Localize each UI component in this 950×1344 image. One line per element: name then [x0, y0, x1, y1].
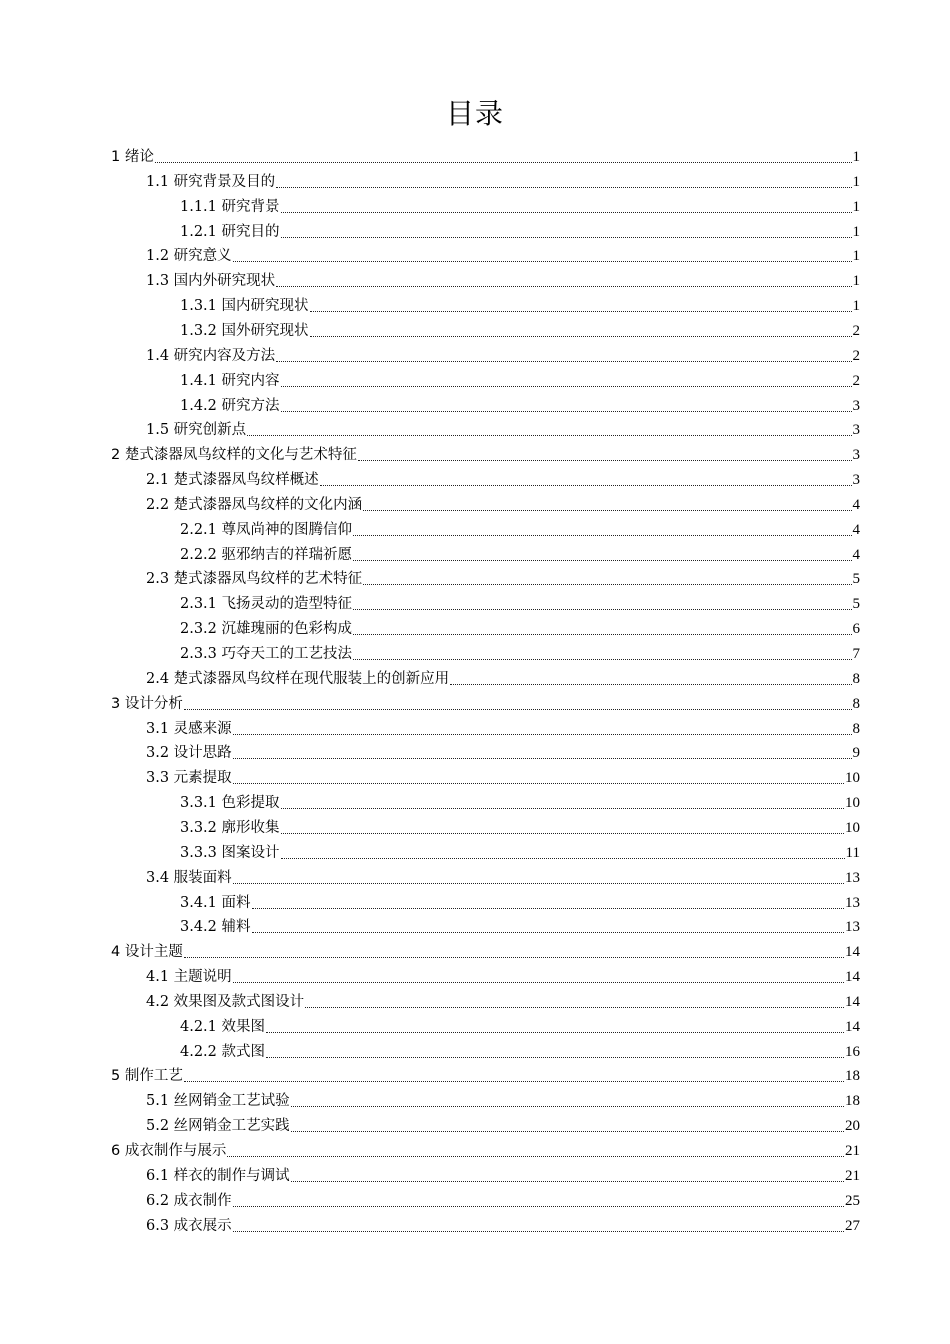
toc-entry-label: 2.3.3 巧夺天工的工艺技法	[180, 646, 353, 662]
toc-entry-page-number: 25	[845, 1192, 860, 1209]
dot-leader	[310, 336, 852, 337]
toc-entry-page-number: 10	[845, 770, 860, 787]
toc-entry-label: 3.3.1 色彩提取	[180, 795, 280, 812]
dot-leader	[358, 460, 852, 461]
toc-entry-page-number: 14	[845, 993, 860, 1010]
toc-entry-label: 3.3.2 廓形收集	[180, 819, 280, 836]
toc-entry-label: 1.3.2 国外研究现状	[180, 322, 309, 339]
page-title: 目录	[445, 97, 504, 130]
toc-entry[interactable]	[146, 490, 860, 515]
dot-leader	[233, 261, 852, 262]
toc-entry[interactable]	[146, 714, 860, 739]
dot-leader	[310, 311, 852, 312]
dot-leader	[233, 783, 844, 784]
toc-entry[interactable]	[180, 217, 860, 242]
toc-entry-label: 6.1 样衣的制作与调试	[146, 1167, 290, 1184]
toc-entry-page-number: 21	[845, 1143, 860, 1159]
dot-leader	[353, 634, 851, 635]
toc-entry-label: 3.2 设计思路	[146, 745, 232, 762]
toc-entry-label: 5.1 丝网销金工艺试验	[146, 1093, 290, 1110]
toc-entry-label: 3.3.3 图案设计	[180, 844, 280, 861]
toc-entry[interactable]	[146, 266, 860, 291]
toc-entry-label: 1.4.2 研究方法	[180, 397, 280, 414]
toc-entry-label: 5 制作工艺	[111, 1068, 183, 1085]
toc-entry-label: 2.3.2 沉雄瑰丽的色彩构成	[180, 621, 353, 638]
dot-leader	[281, 833, 844, 834]
toc-entry-page-number: 3	[852, 422, 860, 439]
dot-leader	[281, 858, 845, 859]
toc-entry[interactable]	[146, 1161, 860, 1186]
toc-entry[interactable]	[146, 1086, 860, 1111]
toc-entry-page-number: 18	[845, 1068, 860, 1085]
toc-entry-page-number: 4	[852, 546, 860, 563]
toc-entry-label: 1.1.1 研究背景	[180, 198, 280, 215]
toc-entry-page-number: 4	[852, 521, 860, 538]
toc-entry[interactable]	[111, 937, 860, 962]
dot-leader	[184, 957, 844, 958]
toc-entry[interactable]	[111, 689, 860, 714]
dot-leader	[227, 1156, 844, 1157]
toc-entry[interactable]	[111, 1061, 860, 1086]
toc-entry[interactable]	[180, 1012, 860, 1037]
toc-entry-page-number: 5	[852, 571, 860, 588]
toc-entry-page-number: 1	[852, 298, 860, 315]
dot-leader	[281, 212, 852, 213]
dot-leader	[353, 659, 851, 660]
toc-entry[interactable]	[146, 465, 860, 490]
toc-entry[interactable]	[180, 639, 860, 664]
dot-leader	[353, 560, 851, 561]
toc-entry-label: 6.2 成衣制作	[146, 1192, 232, 1209]
dot-leader	[155, 162, 852, 163]
toc-entry-page-number: 2	[852, 372, 860, 389]
dot-leader	[252, 932, 844, 933]
toc-entry-page-number: 3	[852, 397, 860, 414]
toc-entry-label: 4.2 效果图及款式图设计	[146, 993, 305, 1010]
toc-entry-label: 6 成衣制作与展示	[111, 1143, 227, 1159]
toc-entry-page-number: 11	[845, 844, 860, 861]
toc-entry[interactable]	[146, 564, 860, 589]
toc-entry-page-number: 2	[852, 322, 860, 339]
dot-leader	[363, 584, 851, 585]
toc-entry-label: 1.4.1 研究内容	[180, 372, 280, 389]
dot-leader	[276, 286, 851, 287]
dot-leader	[233, 734, 852, 735]
toc-entry[interactable]	[180, 838, 860, 863]
dot-leader	[266, 1057, 844, 1058]
toc-entry-label: 4.1 主题说明	[146, 969, 232, 986]
toc-entry-label: 2 楚式漆器凤鸟纹样的文化与艺术特征	[111, 447, 357, 464]
dot-leader	[247, 435, 851, 436]
toc-entry-page-number: 8	[852, 695, 860, 712]
toc-entry-page-number: 10	[845, 819, 860, 836]
toc-entry-page-number: 1	[852, 173, 860, 190]
dot-leader	[281, 237, 852, 238]
toc-entry[interactable]	[180, 888, 860, 913]
toc-entry-page-number: 13	[845, 919, 860, 936]
dot-leader	[353, 609, 851, 610]
toc-entry[interactable]	[146, 763, 860, 788]
toc-entry-label: 1 绪论	[111, 149, 154, 165]
toc-entry[interactable]	[111, 1136, 860, 1161]
dot-leader	[276, 361, 851, 362]
toc-entry-page-number: 5	[852, 596, 860, 613]
toc-entry-label: 4.2.2 款式图	[180, 1043, 266, 1060]
toc-entry-page-number: 3	[852, 472, 860, 489]
toc-entry[interactable]	[146, 341, 860, 366]
toc-entry-page-number: 14	[845, 944, 860, 961]
toc-entry[interactable]	[111, 440, 860, 465]
dot-leader	[184, 709, 852, 710]
dot-leader	[291, 1181, 844, 1182]
dot-leader	[291, 1106, 844, 1107]
toc-entry-page-number: 27	[845, 1217, 860, 1234]
toc-entry-page-number: 13	[845, 869, 860, 886]
toc-entry-label: 3.4 服装面料	[146, 869, 232, 886]
dot-leader	[281, 808, 844, 809]
dot-leader	[363, 510, 851, 511]
toc-entry-label: 3.1 灵感来源	[146, 720, 232, 737]
toc-entry-label: 2.3.1 飞扬灵动的造型特征	[180, 596, 353, 613]
toc-entry-page-number: 1	[852, 248, 860, 265]
dot-leader	[450, 684, 851, 685]
toc-entry-page-number: 16	[845, 1043, 860, 1060]
toc-entry[interactable]	[180, 366, 860, 391]
toc-entry-label: 3.4.1 面料	[180, 894, 251, 911]
toc-entry-label: 2.2 楚式漆器凤鸟纹样的文化内涵	[146, 496, 363, 513]
dot-leader	[291, 1131, 844, 1132]
toc-entry-label: 1.3.1 国内研究现状	[180, 298, 309, 315]
toc-entry-page-number: 8	[852, 670, 860, 687]
toc-entry-page-number: 1	[852, 149, 860, 165]
toc-entry-page-number: 14	[845, 1018, 860, 1035]
toc-entry-page-number: 8	[852, 720, 860, 737]
toc-entry[interactable]	[146, 1111, 860, 1136]
toc-entry[interactable]	[146, 415, 860, 440]
toc-entry-label: 2.4 楚式漆器凤鸟纹样在现代服装上的创新应用	[146, 670, 450, 687]
toc-entry[interactable]	[146, 241, 860, 266]
dot-leader	[266, 1032, 844, 1033]
toc-entry-label: 1.4 研究内容及方法	[146, 347, 276, 364]
dot-leader	[320, 485, 852, 486]
toc-entry-label: 3.3 元素提取	[146, 770, 232, 787]
toc-entry-page-number: 6	[852, 621, 860, 638]
toc-entry-label: 6.3 成衣展示	[146, 1217, 232, 1234]
toc-entry[interactable]	[180, 316, 860, 341]
toc-entry[interactable]	[146, 664, 860, 689]
toc-entry[interactable]	[146, 863, 860, 888]
toc-entry-page-number: 4	[852, 496, 860, 513]
toc-entry[interactable]	[146, 987, 860, 1012]
toc-entry[interactable]	[180, 1037, 860, 1062]
toc-entry-label: 1.1 研究背景及目的	[146, 173, 276, 190]
toc-entry-page-number: 3	[852, 447, 860, 464]
dot-leader	[233, 1206, 844, 1207]
toc-entry-label: 1.5 研究创新点	[146, 422, 247, 439]
toc-entry-page-number: 13	[845, 894, 860, 911]
toc-entry[interactable]	[180, 540, 860, 565]
toc-entry[interactable]	[180, 788, 860, 813]
dot-leader	[233, 1231, 844, 1232]
toc-entry[interactable]	[180, 589, 860, 614]
toc-entry[interactable]	[180, 614, 860, 639]
toc-entry-page-number: 9	[852, 745, 860, 762]
dot-leader	[305, 1007, 844, 1008]
dot-leader	[276, 187, 851, 188]
dot-leader	[233, 758, 852, 759]
toc-entry[interactable]	[180, 912, 860, 937]
toc-entry[interactable]	[146, 738, 860, 763]
dot-leader	[233, 883, 844, 884]
toc-entry-page-number: 1	[852, 223, 860, 240]
dot-leader	[281, 411, 852, 412]
toc-entry-page-number: 2	[852, 347, 860, 364]
toc-entry-page-number: 7	[852, 646, 860, 662]
toc-entry-page-number: 1	[852, 198, 860, 215]
toc-entry-page-number: 21	[845, 1167, 860, 1184]
toc-entry[interactable]	[146, 962, 860, 987]
toc-entry-label: 2.1 楚式漆器凤鸟纹样概述	[146, 472, 319, 489]
toc-entry-label: 5.2 丝网销金工艺实践	[146, 1118, 290, 1135]
toc-entry-label: 2.3 楚式漆器凤鸟纹样的艺术特征	[146, 571, 363, 588]
toc-entry[interactable]	[146, 1211, 860, 1236]
toc-entry[interactable]	[146, 167, 860, 192]
dot-leader	[281, 386, 852, 387]
toc-entry-label: 1.3 国内外研究现状	[146, 273, 276, 290]
toc-entry-page-number: 20	[845, 1118, 860, 1135]
dot-leader	[233, 982, 844, 983]
toc-entry-page-number: 1	[852, 273, 860, 290]
toc-entry-label: 3 设计分析	[111, 695, 183, 712]
toc-entry-label: 1.2 研究意义	[146, 248, 232, 265]
toc-entry[interactable]	[146, 1186, 860, 1211]
toc-entry-page-number: 10	[845, 795, 860, 812]
toc-entry[interactable]	[180, 291, 860, 316]
dot-leader	[353, 535, 851, 536]
toc-entry-label: 3.4.2 辅料	[180, 919, 251, 936]
toc-entry[interactable]	[180, 391, 860, 416]
dot-leader	[184, 1081, 844, 1082]
toc-entry-label: 1.2.1 研究目的	[180, 223, 280, 240]
toc-entry[interactable]	[180, 813, 860, 838]
toc-entry[interactable]	[180, 192, 860, 217]
toc-entry-label: 4 设计主题	[111, 944, 183, 961]
toc-entry-label: 4.2.1 效果图	[180, 1018, 266, 1035]
toc-entry-label: 2.2.1 尊凤尚神的图腾信仰	[180, 521, 353, 538]
dot-leader	[252, 908, 844, 909]
toc-entry-label: 2.2.2 驱邪纳吉的祥瑞祈愿	[180, 546, 353, 563]
toc-entry[interactable]	[180, 515, 860, 540]
toc-entry-page-number: 14	[845, 969, 860, 986]
toc-entry[interactable]	[111, 142, 860, 167]
toc-entry-page-number: 18	[845, 1093, 860, 1110]
